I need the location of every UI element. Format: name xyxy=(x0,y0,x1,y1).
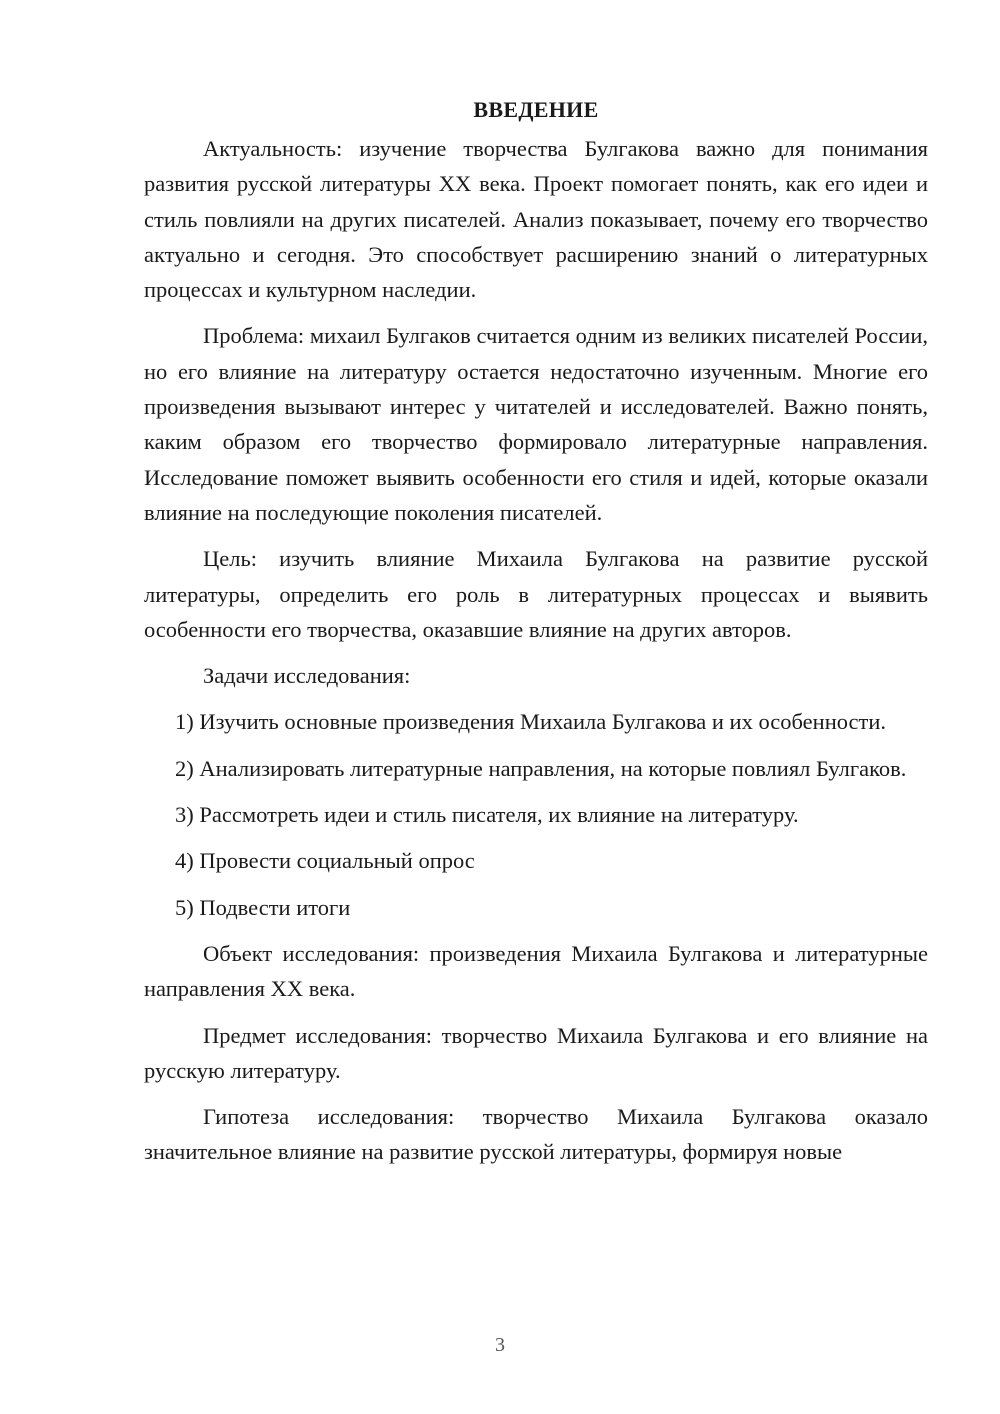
task-item-5: 5) Подвести итоги xyxy=(175,894,351,920)
paragraph-relevance: Актуальность: изучение творчества Булгакова важно для понимания развития русской литературы XX века. Проект помогает понять, как его идеи и стиль повлияли на других писателей. Анализ показывает, почему его творчество актуально и сегодня. Это способствует расширению знаний о литературных процессах и культурном наследии. xyxy=(144,136,928,303)
task-item-4: 4) Провести социальный опрос xyxy=(175,848,475,874)
document-page xyxy=(144,92,928,1181)
task-item-2: 2) Анализировать литературные направления, на которые повлиял Булгаков. xyxy=(175,755,907,781)
section-heading: ВВЕДЕНИЕ xyxy=(473,97,599,122)
task-item-3: 3) Рассмотреть идеи и стиль писателя, их влияние на литературу. xyxy=(175,802,799,828)
paragraph-tasks-heading: Задачи исследования: xyxy=(203,663,411,689)
paragraph-subject: Предмет исследования: творчество Михаила Булгакова и его влияние на русскую литературу. xyxy=(144,1022,928,1083)
paragraph-object: Объект исследования: произведения Михаила Булгакова и литературные направления XX века. xyxy=(144,940,928,1002)
task-item-1: 1) Изучить основные произведения Михаила Булгакова и их особенности. xyxy=(175,709,887,735)
paragraph-problem: Проблема: михаил Булгаков считается одним из великих писателей России, но его влияние на литературу остается недостаточно изученным. Многие его произведения вызывают интерес у читателей и исследователей. Важно понять, каким образом его творчество формировало литературные направления. Исследование поможет выявить особенности его стиля и идей, которые оказали влияние на последующие поколения писателей. xyxy=(144,323,928,525)
page-number: 3 xyxy=(495,1334,505,1356)
paragraph-hypothesis: Гипотеза исследования: творчество Михаила Булгакова оказало значительное влияние на развитие русской литературы, формируя новые xyxy=(144,1104,928,1165)
paragraph-goal: Цель: изучить влияние Михаила Булгакова на развитие русской литературы, определить его роль в литературных процессах и выявить особенности его творчества, оказавшие влияние на других авторов. xyxy=(144,546,928,642)
